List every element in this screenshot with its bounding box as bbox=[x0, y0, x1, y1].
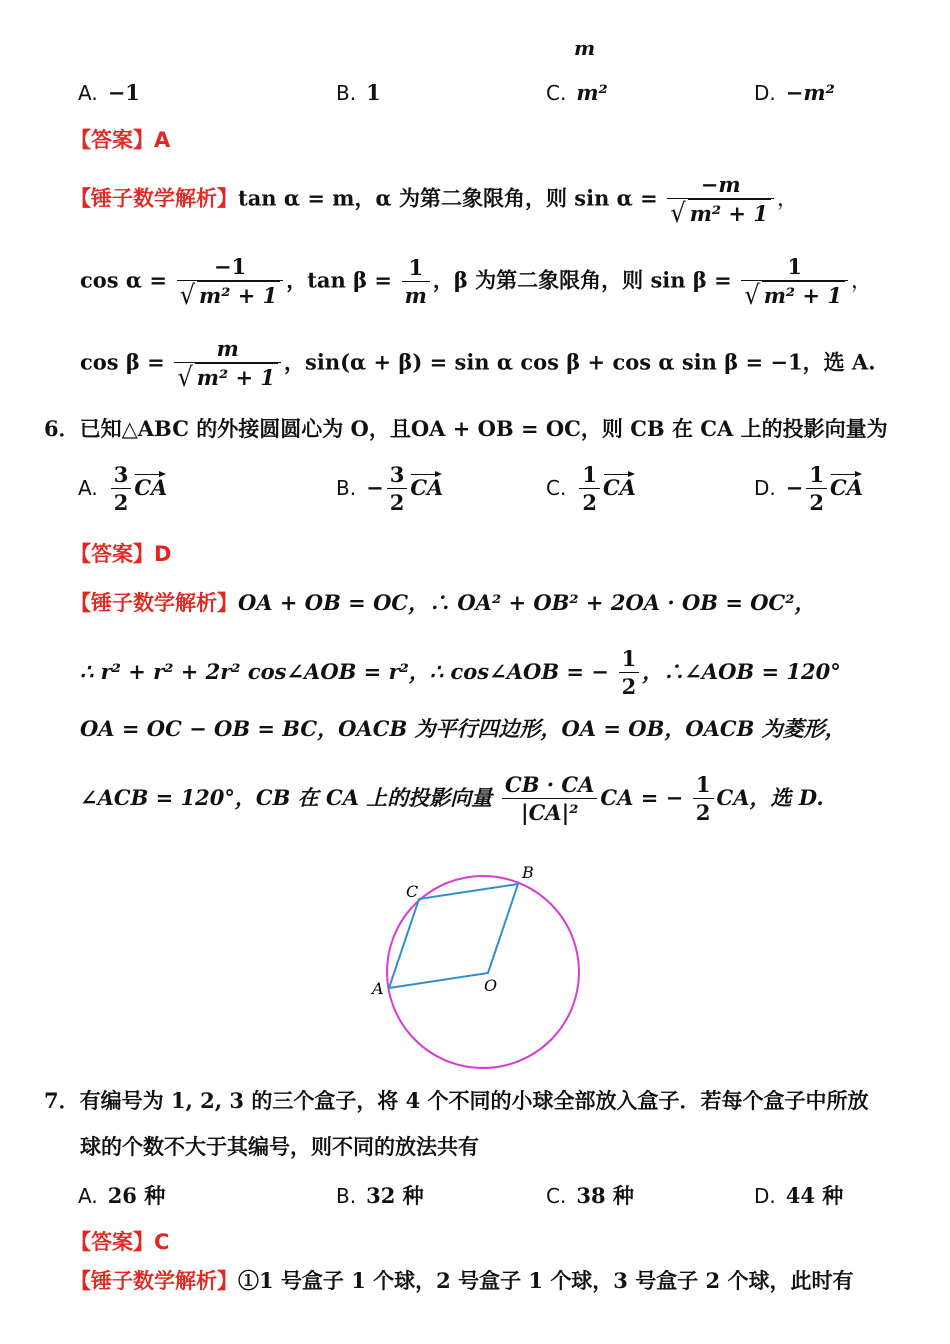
q7-stem-line1: 7．有编号为 1, 2, 3 的三个盒子，将 4 个不同的小球全部放入盒子．若每个盒子中所放 bbox=[44, 1088, 869, 1113]
q6-analysis-line4: ∠ACB = 120°，CB 在 CA 上的投影向量 $\frac{CB \cdot CA}{\text{|CA|²}}$ CA = − $\frac{1}{2}$ CA，选 D. bbox=[80, 772, 824, 825]
q7-analysis-cut: 【锤子数学解析】①1 号盒子 1 个球，2 号盒子 1 个球，3 号盒子 2 个球，此时有 bbox=[70, 1268, 854, 1293]
analysis-tag: 【锤子数学解析】 bbox=[70, 591, 238, 615]
circle-rhombus-figure bbox=[360, 860, 600, 1075]
q7-answer: 【答案】C bbox=[70, 1230, 170, 1254]
q6-analysis-line3: OA = OC − OB = BC，OACB 为平行四边形，OA = OB，OACB 为菱形， bbox=[80, 716, 846, 741]
analysis-tag: 【锤子数学解析】 bbox=[70, 1269, 238, 1293]
label-o: O bbox=[484, 976, 498, 995]
label-b: B bbox=[522, 863, 534, 882]
q5-frac-cos-beta: $\frac{m}{\text{√ m² + 1}}$ bbox=[174, 336, 281, 392]
q7-option-d: D. 44 种 bbox=[754, 1183, 844, 1208]
q5-analysis-line1: 【锤子数学解析】tan α = m，α 为第二象限角，则 sin α = $\frac{-m}{\text{√ m² + 1}}$ ， bbox=[70, 172, 798, 229]
q5-frac-tan-beta: $\frac{1}{m}$ bbox=[402, 255, 430, 310]
q6-option-d: D. − $\frac{1}{2}$ CA bbox=[754, 462, 864, 515]
q5-option-b: B. 1 bbox=[336, 80, 381, 105]
q7-option-b: B. 32 种 bbox=[336, 1183, 424, 1208]
circumcircle bbox=[387, 876, 579, 1068]
q6-option-c: C. $\frac{1}{2}$ CA bbox=[546, 462, 636, 515]
q6-analysis-line1: 【锤子数学解析】OA + OB = OC，∴ OA² + OB² + 2OA · OB = OC²， bbox=[70, 590, 816, 615]
q6-option-a: A. $\frac{3}{2}$ CA bbox=[78, 462, 168, 515]
q6-analysis-line2: ∴ r² + r² + 2r² cos∠AOB = r²，∴ cos∠AOB = − $\frac{1}{2}$ ，∴∠AOB = 120° bbox=[80, 646, 841, 699]
q5-frac-cos-alpha: $\frac{-1}{\text{√ m² + 1}}$ bbox=[177, 254, 284, 310]
analysis-tag: 【锤子数学解析】 bbox=[70, 186, 238, 211]
q5-analysis-line3: cos β = $\frac{m}{\text{√ m² + 1}}$ ，sin(α + β) = sin α cos β + cos α sin β = −1，选 A. bbox=[80, 336, 876, 393]
q6-option-b: B. − $\frac{3}{2}$ CA bbox=[336, 462, 444, 515]
q5-option-a: A. −1 bbox=[78, 80, 140, 105]
q7-option-c: C. 38 种 bbox=[546, 1183, 634, 1208]
top-fragment: m bbox=[574, 36, 596, 60]
q5-answer: 【答案】A bbox=[70, 128, 171, 152]
q5-frac-sin-beta: $\frac{1}{\text{√ m² + 1}}$ bbox=[741, 254, 848, 310]
q5-frac-sin-alpha: $\frac{-m}{\text{√ m² + 1}}$ bbox=[667, 172, 774, 228]
q6-answer: 【答案】D bbox=[70, 542, 172, 566]
label-a: A bbox=[372, 979, 384, 998]
q6-stem: 6．已知△ABC 的外接圆圆心为 O，且OA + OB = OC，则 CB 在 CA 上的投影向量为 bbox=[44, 416, 888, 441]
label-c: C bbox=[406, 882, 419, 901]
q5-analysis-line2: cos α = $\frac{-1}{\text{√ m² + 1}}$ ，tan β = $\frac{1}{m}$ ，β 为第二象限角，则 sin β = $\frac{1}{\text{√ m² + 1}}$ ， bbox=[80, 254, 872, 311]
q5-option-d: D. −m² bbox=[754, 80, 835, 105]
q7-stem-line2: 球的个数不大于其编号，则不同的放法共有 bbox=[80, 1134, 479, 1159]
q5-option-c: C. m² bbox=[546, 80, 608, 105]
q7-option-a: A. 26 种 bbox=[78, 1183, 166, 1208]
